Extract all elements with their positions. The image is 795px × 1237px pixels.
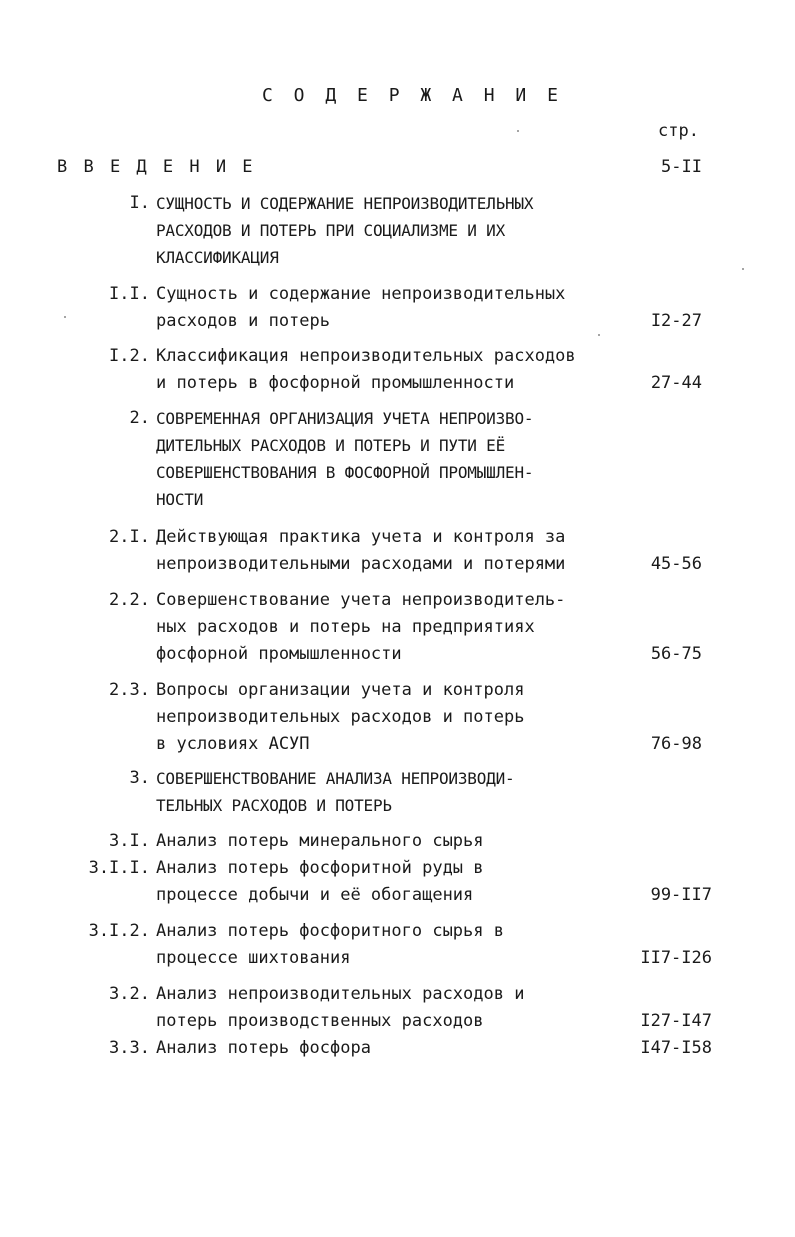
toc-entry-line: РАСХОДОВ И ПОТЕРЬ ПРИ СОЦИАЛИЗМЕ И ИХ [156,221,506,240]
toc-entry-number: I.I. [109,284,150,304]
toc-entry-number: 3. [129,768,150,788]
toc-entry-line: процессе добычи и её обогащения [156,885,474,905]
toc-entry-pages: I47-I58 [640,1038,712,1058]
toc-entry-number: I. [129,193,150,213]
scan-speck [742,268,744,270]
toc-entry-line: СУЩНОСТЬ И СОДЕРЖАНИЕ НЕПРОИЗВОДИТЕЛЬНЫХ [156,194,534,213]
scan-speck [64,316,66,318]
toc-entry-line: фосфорной промышленности [156,644,402,664]
scan-speck [598,334,600,336]
toc-entry-pages: 76-98 [650,734,702,754]
toc-entry-line: Сущность и содержание непроизводительных [156,284,566,304]
toc-entry-line: СОВЕРШЕНСТВОВАНИЯ В ФОСФОРНОЙ ПРОМЫШЛЕН- [156,463,534,482]
toc-entry-line: и потерь в фосфорной промышленности [156,373,515,393]
toc-entry-line: Классификация непроизводительных расходов [156,346,576,366]
toc-entry-number: 2.I. [109,527,150,547]
toc-entry-number: I.2. [109,346,150,366]
toc-entry-line: непроизводительными расходами и потерями [156,554,566,574]
toc-entry-number: 2.2. [109,590,150,610]
toc-entry-line: потерь производственных расходов [156,1011,484,1031]
toc-entry-pages: I27-I47 [640,1011,712,1031]
toc-entry-number: 2. [129,408,150,428]
toc-entry-line: КЛАССИФИКАЦИЯ [156,248,279,267]
toc-entry-line: процессе шихтования [156,948,351,968]
page-column-label: стр. [658,121,699,141]
toc-entry-line: Вопросы организации учета и контроля [156,680,525,700]
toc-entry-line: непроизводительных расходов и потерь [156,707,525,727]
toc-entry-line: СОВРЕМЕННАЯ ОРГАНИЗАЦИЯ УЧЕТА НЕПРОИЗВО- [156,409,534,428]
toc-entry-line: расходов и потерь [156,311,330,331]
toc-entry-pages: 56-75 [650,644,702,664]
toc-entry-line: Анализ потерь фосфора [156,1038,371,1058]
toc-entry-number: 3.I.I. [88,858,150,878]
toc-entry-pages: 45-56 [650,554,702,574]
toc-entry-number: 3.3. [109,1038,150,1058]
toc-entry-line: ТЕЛЬНЫХ РАСХОДОВ И ПОТЕРЬ [156,796,392,815]
toc-entry-line: Анализ потерь минерального сырья [156,831,484,851]
toc-entry-number: 2.3. [109,680,150,700]
toc-entry-line: в условиях АСУП [156,734,310,754]
toc-entry-line: Действующая практика учета и контроля за [156,527,566,547]
toc-entry-number: 3.I. [109,831,150,851]
intro-pages: 5-II [661,157,702,177]
toc-entry-line: Анализ потерь фосфоритного сырья в [156,921,504,941]
toc-entry-pages: 99-II7 [650,885,712,905]
toc-entry-number: 3.I.2. [88,921,150,941]
toc-entry-line: Анализ потерь фосфоритной руды в [156,858,484,878]
scan-speck [517,130,519,132]
toc-entry-pages: II7-I26 [640,948,712,968]
toc-entry-pages: I2-27 [650,311,702,331]
toc-entry-line: СОВЕРШЕНСТВОВАНИЕ АНАЛИЗА НЕПРОИЗВОДИ- [156,769,515,788]
page-title: С О Д Е Р Ж А Н И Е [262,85,563,106]
toc-entry-line: Совершенствование учета непроизводитель- [156,590,566,610]
intro-label: В В Е Д Е Н И Е [57,157,256,177]
toc-entry-pages: 27-44 [650,373,702,393]
toc-entry-line: НОСТИ [156,490,204,509]
toc-entry-line: ных расходов и потерь на предприятиях [156,617,535,637]
toc-entry-line: ДИТЕЛЬНЫХ РАСХОДОВ И ПОТЕРЬ И ПУТИ ЕЁ [156,436,506,455]
toc-entry-number: 3.2. [109,984,150,1004]
toc-entry-line: Анализ непроизводительных расходов и [156,984,525,1004]
